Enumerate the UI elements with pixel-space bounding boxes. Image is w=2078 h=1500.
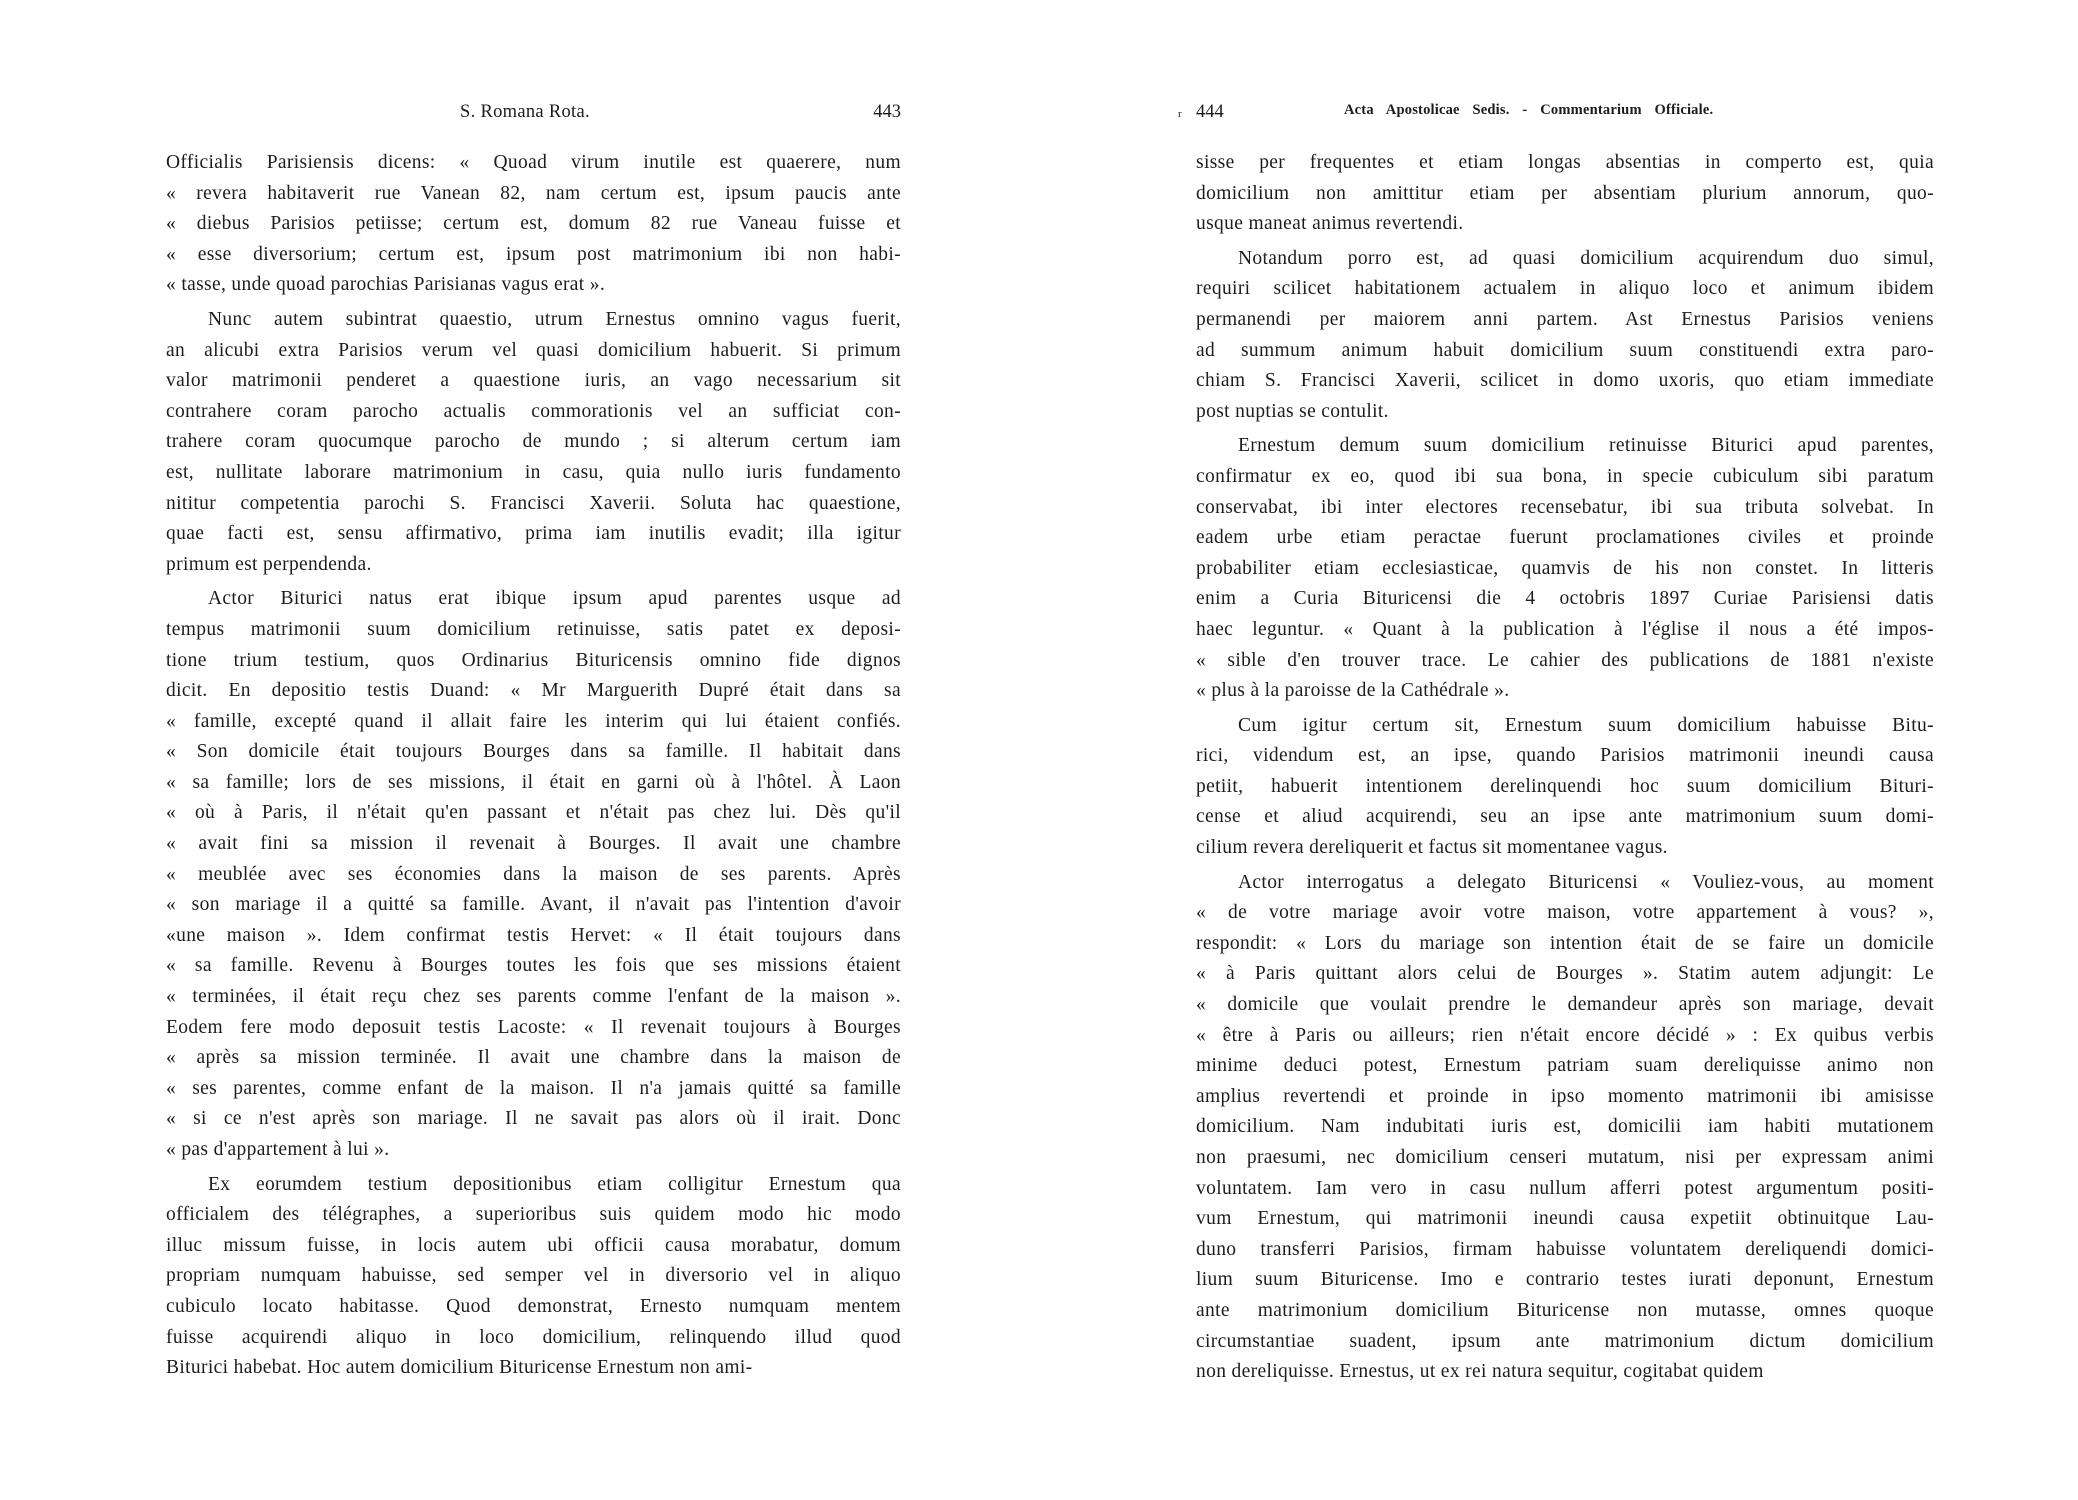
text-line: « plus à la paroisse de la Cathédrale ».	[1196, 680, 1510, 702]
text-line: ad summum animum habuit domicilium suum constituendi extra paro-	[1196, 339, 1934, 361]
text-line: chiam S. Francisci Xaverii, scilicet in domo uxoris, quo etiam immediate	[1196, 370, 1934, 392]
text-line: « terminées, il était reçu chez ses parents comme l'enfant de la maison ».	[166, 986, 901, 1008]
text-line: « être à Paris ou ailleurs; rien n'était encore décidé » : Ex quibus verbis	[1196, 1024, 1934, 1046]
text-line: « sa famille; lors de ses missions, il était en garni où à l'hôtel. À Laon	[166, 771, 901, 793]
text-line: « ses parentes, comme enfant de la maison. Il n'a jamais quitté sa famille	[166, 1077, 901, 1099]
text-line: « esse diversorium; certum est, ipsum post matrimonium ibi non habi-	[166, 243, 901, 265]
text-line: amplius revertendi et proinde in ipso momento matrimonii ibi amisisse	[1196, 1085, 1934, 1107]
text-line: cense et aliud acquirendi, seu an ipse ante matrimonium suum domi-	[1196, 806, 1934, 828]
text-line: tione trium testium, quos Ordinarius Bituricensis omnino fide dignos	[166, 649, 901, 671]
text-line: dicit. En depositio testis Duand: « Mr Marguerith Dupré était dans sa	[166, 680, 901, 702]
text-line: domicilium non amittitur etiam per absentiam plurium annorum, quo-	[1196, 182, 1934, 204]
text-line: trahere coram quocumque parocho de mundo ; si alterum certum iam	[166, 431, 901, 453]
left-page-text	[166, 148, 901, 1384]
right-page-header	[1178, 102, 1934, 126]
text-line: « si ce n'est après son mariage. Il ne savait pas alors où il irait. Donc	[166, 1108, 901, 1130]
text-line: propriam numquam habuisse, sed semper vel in diversorio vel in aliquo	[166, 1265, 901, 1287]
text-line: petiit, habuerit intentionem derelinquendi hoc suum domicilium Bituri-	[1196, 775, 1934, 797]
text-line: illuc missum fuisse, in locis autem ubi officii causa morabatur, domum	[166, 1234, 901, 1256]
text-line: requiri scilicet habitationem actualem in aliquo loco et animum ibidem	[1196, 278, 1934, 300]
text-line: usque maneat animus revertendi.	[1196, 213, 1464, 235]
text-line: ante matrimonium domicilium Bituricense non mutasse, omnes quoque	[1196, 1299, 1934, 1321]
text-line: circumstantiae suadent, ipsum ante matrimonium dictum domicilium	[1196, 1330, 1934, 1352]
text-line: « avait fini sa mission il revenait à Bourges. Il avait une chambre	[166, 833, 901, 855]
text-line: cilium revera dereliquerit et factus sit momentanee vagus.	[1196, 837, 1668, 859]
text-line: respondit: « Lors du mariage son intention était de se faire un domicile	[1196, 932, 1934, 954]
running-head: Acta Apostolicae Sedis. - Commentarium Officiale.	[1344, 102, 1714, 118]
text-line: tempus matrimonii suum domicilium retinuisse, satis patet ex deposi-	[166, 618, 901, 640]
text-line: « sa famille. Revenu à Bourges toutes les fois que ses missions étaient	[166, 955, 901, 977]
text-line: Officialis Parisiensis dicens: « Quoad virum inutile est quaerere, num	[166, 152, 901, 173]
text-line: vum Ernestum, qui matrimonii ineundi causa expetiit obtinuitque Lau-	[1196, 1208, 1934, 1230]
text-line: nititur competentia parochi S. Francisci Xaverii. Soluta hac quaestione,	[166, 492, 901, 514]
text-line: Eodem fere modo deposuit testis Lacoste: « Il revenait toujours à Bourges	[166, 1016, 901, 1038]
text-line: officialem des télégraphes, a superioribus suis quidem modo hic modo	[166, 1204, 901, 1226]
text-line: « après sa mission terminée. Il avait une chambre dans la maison de	[166, 1047, 901, 1069]
text-line: confirmatur ex eo, quod ibi sua bona, in specie cubiculum sibi paratum	[1196, 465, 1934, 487]
text-line: valor matrimonii penderet a quaestione iuris, an vago necessarium sit	[166, 370, 901, 392]
text-line: voluntatem. Iam vero in casu nullum afferri potest argumentum positi-	[1196, 1177, 1934, 1199]
text-line: probabiliter etiam ecclesiasticae, quamvis de his non constet. In litteris	[1196, 557, 1934, 579]
text-line: quae facti est, sensu affirmativo, prima iam inutilis evadit; illa igitur	[166, 523, 901, 545]
text-line: Nunc autem subintrat quaestio, utrum Ernestus omnino vagus fuerit,	[208, 308, 901, 330]
margin-mark: r	[1178, 108, 1182, 120]
text-line: minime deduci potest, Ernestum patriam suam dereliquisse animo non	[1196, 1055, 1934, 1077]
text-line: Ex eorumdem testium depositionibus etiam colligitur Ernestum qua	[208, 1173, 901, 1195]
text-line: permanendi per maiorem anni partem. Ast Ernestus Parisios veniens	[1196, 308, 1934, 330]
text-line: « Son domicile était toujours Bourges dans sa famille. Il habitait dans	[166, 741, 901, 763]
text-line: non dereliquisse. Ernestus, ut ex rei natura sequitur, cogitabat quidem	[1196, 1361, 1764, 1383]
text-line: conservabat, ibi inter electores recensebatur, ibi sua tributa solvebat. In	[1196, 496, 1934, 518]
text-line: «une maison ». Idem confirmat testis Hervet: « Il était toujours dans	[166, 924, 901, 946]
text-line: « son mariage il a quitté sa famille. Avant, il n'avait pas l'intention d'avoir	[166, 894, 901, 916]
text-line: post nuptias se contulit.	[1196, 400, 1389, 422]
text-line: « revera habitaverit rue Vanean 82, nam certum est, ipsum paucis ante	[166, 182, 901, 204]
text-line: « à Paris quittant alors celui de Bourges ». Statim autem adjungit: Le	[1196, 963, 1934, 985]
text-line: Notandum porro est, ad quasi domicilium acquirendum duo simul,	[1238, 247, 1934, 269]
text-line: Actor Biturici natus erat ibique ipsum apud parentes usque ad	[208, 588, 901, 610]
text-line: duno transferri Parisios, firmam habuisse voluntatem dereliquendi domici-	[1196, 1238, 1934, 1260]
text-line: contrahere coram parocho actualis commorationis vel an sufficiat con-	[166, 400, 901, 422]
text-line: fuisse acquirendi aliquo in loco domicilium, relinquendo illud quod	[166, 1326, 901, 1348]
left-page-header	[166, 102, 901, 126]
text-line: domicilium. Nam indubitati iuris est, domicilii iam habiti mutationem	[1196, 1116, 1934, 1138]
page-number: 444	[1196, 102, 1224, 122]
text-line: haec leguntur. « Quant à la publication à l'église il nous a été impos-	[1196, 618, 1934, 640]
text-line: « pas d'appartement à lui ».	[166, 1139, 390, 1160]
text-line: eadem urbe etiam peractae fuerunt proclamationes civiles et proinde	[1196, 527, 1934, 549]
text-line: Biturici habebat. Hoc autem domicilium Bituricense Ernestum non ami-	[166, 1357, 753, 1379]
text-line: « famille, excepté quand il allait faire les interim qui lui étaient confiés.	[166, 710, 901, 732]
text-line: primum est perpendenda.	[166, 553, 372, 575]
text-line: sisse per frequentes et etiam longas absentias in comperto est, quia	[1196, 152, 1934, 173]
text-line: Cum igitur certum sit, Ernestum suum domicilium habuisse Bitu-	[1238, 714, 1934, 736]
text-line: cubiculo locato habitasse. Quod demonstrat, Ernesto numquam mentem	[166, 1295, 901, 1317]
page-number: 443	[873, 102, 901, 122]
text-line: non praesumi, nec domicilium censeri mutatum, nisi per expressam animi	[1196, 1147, 1934, 1168]
text-line: « de votre mariage avoir votre maison, votre appartement à vous? »,	[1196, 902, 1934, 924]
text-line: « domicile que voulait prendre le demandeur après son mariage, devait	[1196, 994, 1934, 1016]
text-line: lium suum Bituricense. Imo e contrario testes iurati deponunt, Ernestum	[1196, 1269, 1934, 1291]
text-line: « où à Paris, il n'était qu'en passant et n'était pas chez lui. Dès qu'il	[166, 802, 901, 824]
text-line: Ernestum demum suum domicilium retinuisse Biturici apud parentes,	[1238, 435, 1934, 457]
text-line: an alicubi extra Parisios verum vel quasi domicilium habuerit. Si primum	[166, 339, 901, 361]
running-head: S. Romana Rota.	[460, 102, 590, 122]
text-line: est, nullitate laborare matrimonium in casu, quia nullo iuris fundamento	[166, 461, 901, 483]
text-line: « diebus Parisios petiisse; certum est, domum 82 rue Vaneau fuisse et	[166, 213, 901, 235]
text-line: rici, videndum est, an ipse, quando Parisios matrimonii ineundi causa	[1196, 745, 1934, 767]
text-line: « meublée avec ses économies dans la maison de ses parents. Après	[166, 863, 901, 885]
right-page-text	[1196, 148, 1934, 1388]
text-line: « sible d'en trouver trace. Le cahier des publications de 1881 n'existe	[1196, 649, 1934, 671]
text-line: enim a Curia Bituricensi die 4 octobris 1897 Curiae Parisiensi datis	[1196, 588, 1934, 610]
text-line: « tasse, unde quoad parochias Parisianas vagus erat ».	[166, 274, 606, 296]
text-line: Actor interrogatus a delegato Bituricensi « Vouliez-vous, au moment	[1238, 871, 1934, 893]
